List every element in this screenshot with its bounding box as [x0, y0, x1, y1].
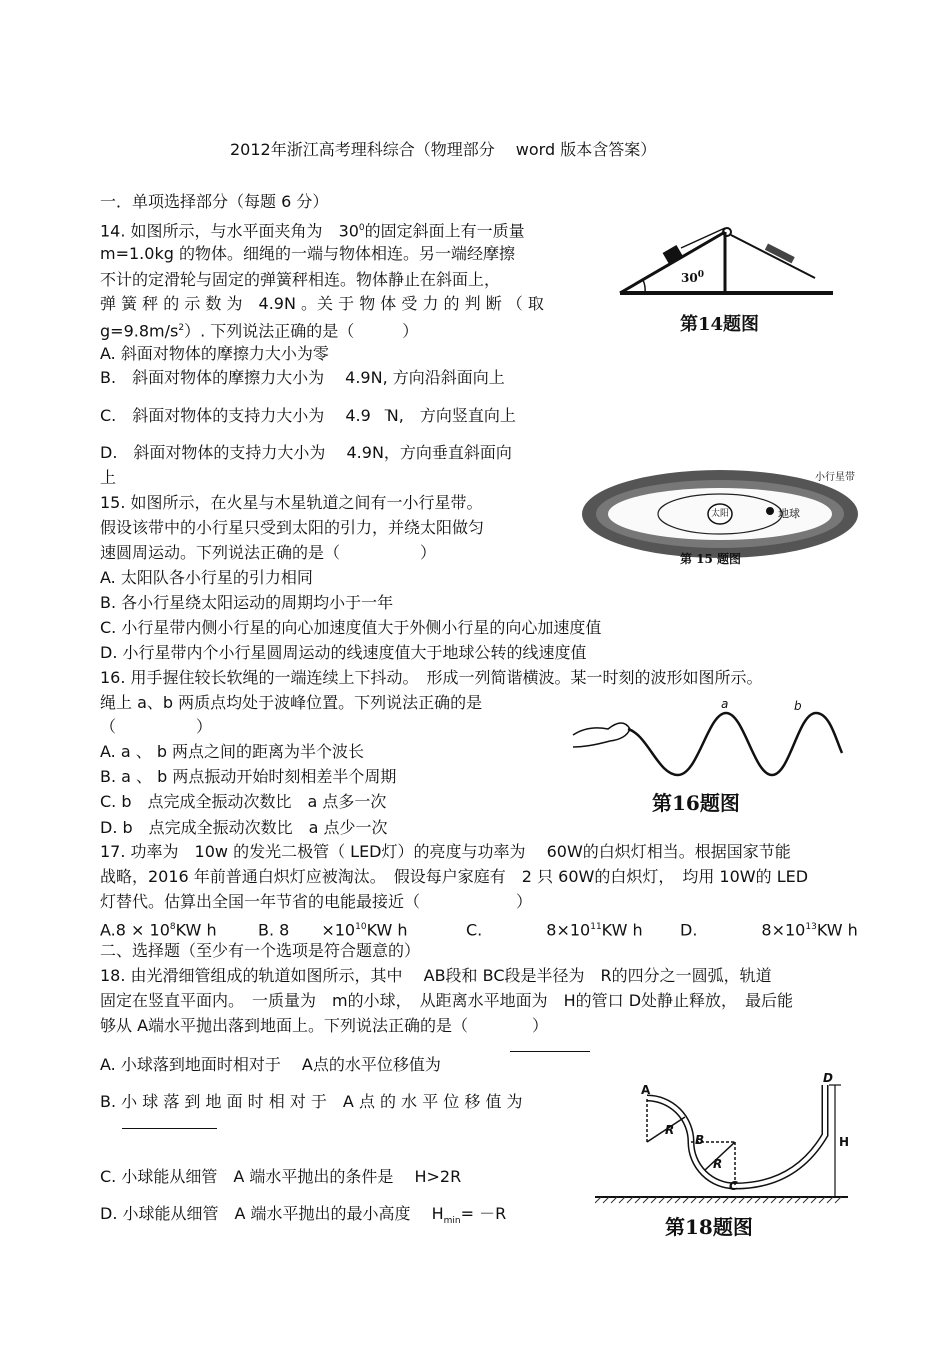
q16-line-2: 绳上 a、b 两质点均处于波峰位置。下列说法正确的是	[100, 693, 483, 712]
q17-option-c-a: C. 8×10	[466, 920, 591, 940]
q18-option-b: B. 小 球 落 到 地 面 时 相 对 于 A 点 的 水 平 位 移 值 为	[100, 1092, 523, 1111]
q17-line-2: 战略，2016 年前普通白炽灯应被淘汰。 假设每户家庭有 2 只 60W的白炽灯， 均用 10W的 LED	[100, 867, 809, 886]
q14-line-5-sup: 2	[178, 323, 185, 333]
point-b-label: b	[794, 699, 802, 713]
q14-line-3: 不计的定滑轮与固定的弹簧秤相连。物体静止在斜面上，	[100, 270, 501, 289]
q14-figure-angle: 30	[681, 271, 698, 285]
q14-option-d-line-1: D. 斜面对物体的支持力大小为 4.9N，方向垂直斜面向	[100, 443, 512, 462]
q17-option-b	[258, 917, 408, 940]
q18-line-1: 18. 由光滑细管组成的轨道如图所示，其中 AB段和 BC段是半径为 R的四分之一圆弧，轨道	[100, 966, 772, 985]
q17-line-3: 灯替代。估算出全国一年节省的电能最接近（ ）	[100, 892, 533, 911]
q14-option-b: B. 斜面对物体的摩擦力大小为 4.9N, 方向沿斜面向上	[100, 368, 505, 387]
q16-option-b: B. a 、 b 两点振动开始时刻相差半个周期	[100, 767, 397, 786]
q15-line-1: 15. 如图所示，在火星与木星轨道之间有一小行星带。	[100, 493, 483, 512]
q18-line-2: 固定在竖直平面内。 一质量为 m的小球， 从距离水平地面为 H的管口 D处静止释放， 最后能	[100, 991, 794, 1010]
q14-angle-value: 30	[338, 221, 359, 241]
q15-line-3: 速圆周运动。下列说法正确的是（ ）	[100, 543, 437, 562]
q14-figure-angle-degree: 0	[697, 270, 704, 280]
q17-option-a	[100, 917, 217, 940]
height-H-label: H	[839, 1135, 850, 1149]
q14-line-2: m=1.0kg 的物体。细绳的一端与物体相连。另一端经摩擦	[100, 244, 515, 263]
q17-option-d	[680, 917, 858, 940]
q16-option-a: A. a 、 b 两点之间的距离为半个波长	[100, 742, 365, 761]
q16-option-d: D. b 点完成全振动次数比 a 点少一次	[100, 818, 388, 837]
q18-option-c: C. 小球能从细管 A 端水平抛出的条件是 H>2R	[100, 1167, 462, 1186]
point-a-label: a	[721, 697, 729, 711]
q18-option-a: A. 小球落到地面时相对于 A点的水平位移值为	[100, 1055, 441, 1074]
q15-figure	[580, 462, 860, 572]
q18-option-a-formula-line	[510, 1051, 590, 1052]
q18-figure	[595, 1071, 850, 1240]
q16-option-c: C. b 点完成全振动次数比 a 点多一次	[100, 792, 387, 811]
q17-option-d-b: KW h	[816, 920, 858, 940]
q15-option-a: A. 太阳队各小行星的引力相同	[100, 568, 313, 587]
q18-option-d-b: = －R	[460, 1204, 507, 1223]
q14-option-a: A. 斜面对物体的摩擦力大小为零	[100, 344, 329, 363]
radius-R1-label: R	[665, 1123, 675, 1137]
q14-angle-label	[681, 270, 704, 285]
q14-line-1-a: 14. 如图所示，与水平面夹角为	[100, 221, 323, 241]
q17-option-a-b: KW h	[175, 920, 217, 940]
q14-figure-caption: 第14题图	[680, 314, 760, 335]
q16-line-1: 16. 用手握住较长软绳的一端连续上下抖动。 形成一列简谐横波。某一时刻的波形如图所示。	[100, 668, 763, 687]
q14-figure	[605, 218, 845, 343]
earth-label: 地球	[778, 507, 800, 520]
radius-R2-label: R	[713, 1157, 723, 1171]
q15-figure-caption: 第 15 题图	[680, 552, 742, 566]
q14-option-d-line-2: 上	[100, 468, 117, 487]
q15-line-2: 假设该带中的小行星只受到太阳的引力，并绕太阳做匀	[100, 518, 485, 537]
q17-option-c	[466, 917, 643, 940]
q17-option-b-b: KW h	[366, 920, 408, 940]
q17-option-a-a: A.8 × 10	[100, 920, 170, 940]
q17-option-c-b: KW h	[601, 920, 643, 940]
q14-angle-degree: 0	[358, 223, 365, 233]
q14-line-1-c: 的固定斜面上有一质量	[364, 221, 525, 241]
q16-figure-caption: 第16题图	[652, 791, 740, 815]
q17-option-b-sup: 10	[355, 922, 367, 932]
q15-option-b: B. 各小行星绕太阳运动的周期均小于一年	[100, 593, 394, 612]
q15-option-d: D. 小行星带内个小行星圆周运动的线速度值大于地球公转的线速度值	[100, 643, 587, 662]
point-A-label: A	[641, 1083, 651, 1097]
point-B-label: B	[695, 1133, 705, 1147]
asteroid-belt-label: 小行星带	[815, 472, 855, 483]
q15-option-c: C. 小行星带内侧小行星的向心加速度值大于外侧小行星的向心加速度值	[100, 618, 602, 637]
q17-option-d-a: D. 8×10	[680, 920, 806, 940]
q17-line-1: 17. 功率为 10w 的发光二极管（ LED灯）的亮度与功率为 60W的白炽灯相当。根据国家节能	[100, 842, 791, 861]
q18-option-d-a: D. 小球能从细管 A 端水平抛出的最小高度 H	[100, 1204, 444, 1223]
q17-option-a-sup: 8	[169, 922, 176, 932]
q17-option-b-a: B. 8 ×10	[258, 920, 356, 940]
section-heading-multi-choice: 二、选择题（至少有一个选项是符合题意的）	[100, 941, 421, 960]
q18-figure-caption: 第18题图	[665, 1215, 753, 1239]
sun-label: 太阳	[711, 509, 730, 519]
point-C-label: C	[729, 1179, 738, 1193]
q18-option-d-sub: min	[443, 1216, 461, 1227]
q14-line-5-b: ）. 下列说法正确的是（ ）	[184, 321, 419, 341]
q16-line-3: （ ）	[100, 717, 213, 736]
q18-line-3: 够从 A端水平抛出落到地面上。下列说法正确的是（ ）	[100, 1016, 549, 1035]
section-heading-single-choice: 一．单项选择部分（每题 6 分）	[100, 192, 329, 211]
q14-option-c: C. 斜面对物体的支持力大小为 4.9 ̄N, 方向竖直向上	[100, 406, 516, 425]
q18-option-d	[100, 1204, 506, 1231]
q17-option-d-sup: 13	[805, 922, 817, 932]
q17-option-c-sup: 11	[590, 922, 602, 932]
q14-line-5	[100, 318, 418, 341]
q14-line-5-a: g=9.8m/s	[100, 321, 179, 341]
q16-figure	[568, 695, 848, 813]
q14-line-1	[100, 218, 525, 241]
point-D-label: D	[823, 1071, 833, 1085]
page-title: 2012年浙江高考理科综合（物理部分 word 版本含答案）	[230, 140, 657, 159]
q14-line-4: 弹 簧 秤 的 示 数 为 4.9N 。关 于 物 体 受 力 的 判 断 （ 取	[100, 294, 544, 313]
q18-option-b-formula-line	[122, 1128, 217, 1129]
